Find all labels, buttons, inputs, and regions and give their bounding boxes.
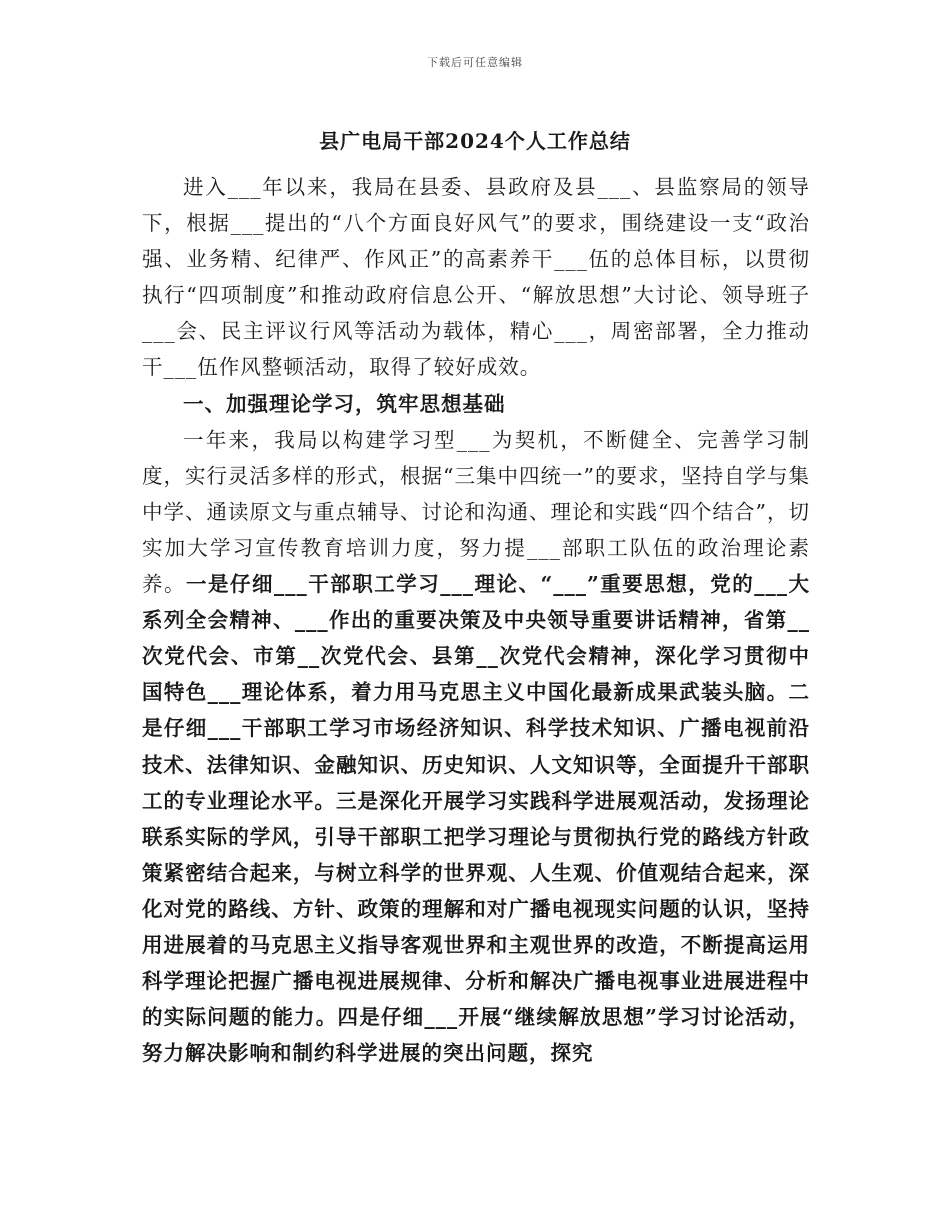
download-note: 下载后可任意编辑: [427, 56, 523, 69]
document-body: [142, 169, 810, 1071]
document-title: 县广电局干部2024个人工作总结: [319, 129, 631, 153]
section-1-lead-text: 一年来，我局以构建学习型___为契机，不断健全、完善学习制度，实行灵活多样的形式，根据“三集中四统一”的要求，坚持自学与集中学、通读原文与重点辅导、讨论和沟通、理论和实践“四个结合”，切实加大学习宣传教育培训力度，努力提___部职工队伍的政治理论素养。: [142, 427, 810, 597]
section-1-bold-text: 一是仔细___干部职工学习___理论、“___”重要思想，党的___大系列全会精神、___作出的重要决策及中央领导重要讲话精神，省第__次党代会、市第__次党代会、县第__次党代会精神，深化学习贯彻中国特色___理论体系，着力用马克思主义中国化最新成果武装头脑。二是仔细___干部职工学习市场经济知识、科学技术知识、广播电视前沿技术、法律知识、金融知识、历史知识、人文知识等，全面提升干部职工的专业理论水平。三是深化开展学习实践科学进展观活动，发扬理论联系实际的学风，引导干部职工把学习理论与贯彻执行党的路线方针政策紧密结合起来，与树立科学的世界观、人生观、价值观结合起来，深化对党的路线、方针、政策的理解和对广播电视现实问题的认识，坚持用进展着的马克思主义指导客观世界和主观世界的改造，不断提高运用科学理论把握广播电视进展规律、分析和解决广播电视事业进展进程中的实际问题的能力。四是仔细___开展“继续解放思想”学习讨论活动，努力解决影响和制约科学进展的突出问题，探究: [142, 572, 810, 1066]
section-heading-1: 一、加强理论学习，筑牢思想基础: [183, 391, 506, 416]
intro-paragraph: 进入___年以来，我局在县委、县政府及县___、县监察局的领导下，根据___提出的“八个方面良好风气”的要求，围绕建设一支“政治强、业务精、纪律严、作风正”的高素养干___伍的总体目标，以贯彻执行“四项制度”和推动政府信息公开、“解放思想”大讨论、领导班子___会、民主评议行风等活动为载体，精心___，周密部署，全力推动干___伍作风整顿活动，取得了较好成效。: [142, 175, 810, 380]
section-1-paragraph: [142, 422, 810, 1072]
